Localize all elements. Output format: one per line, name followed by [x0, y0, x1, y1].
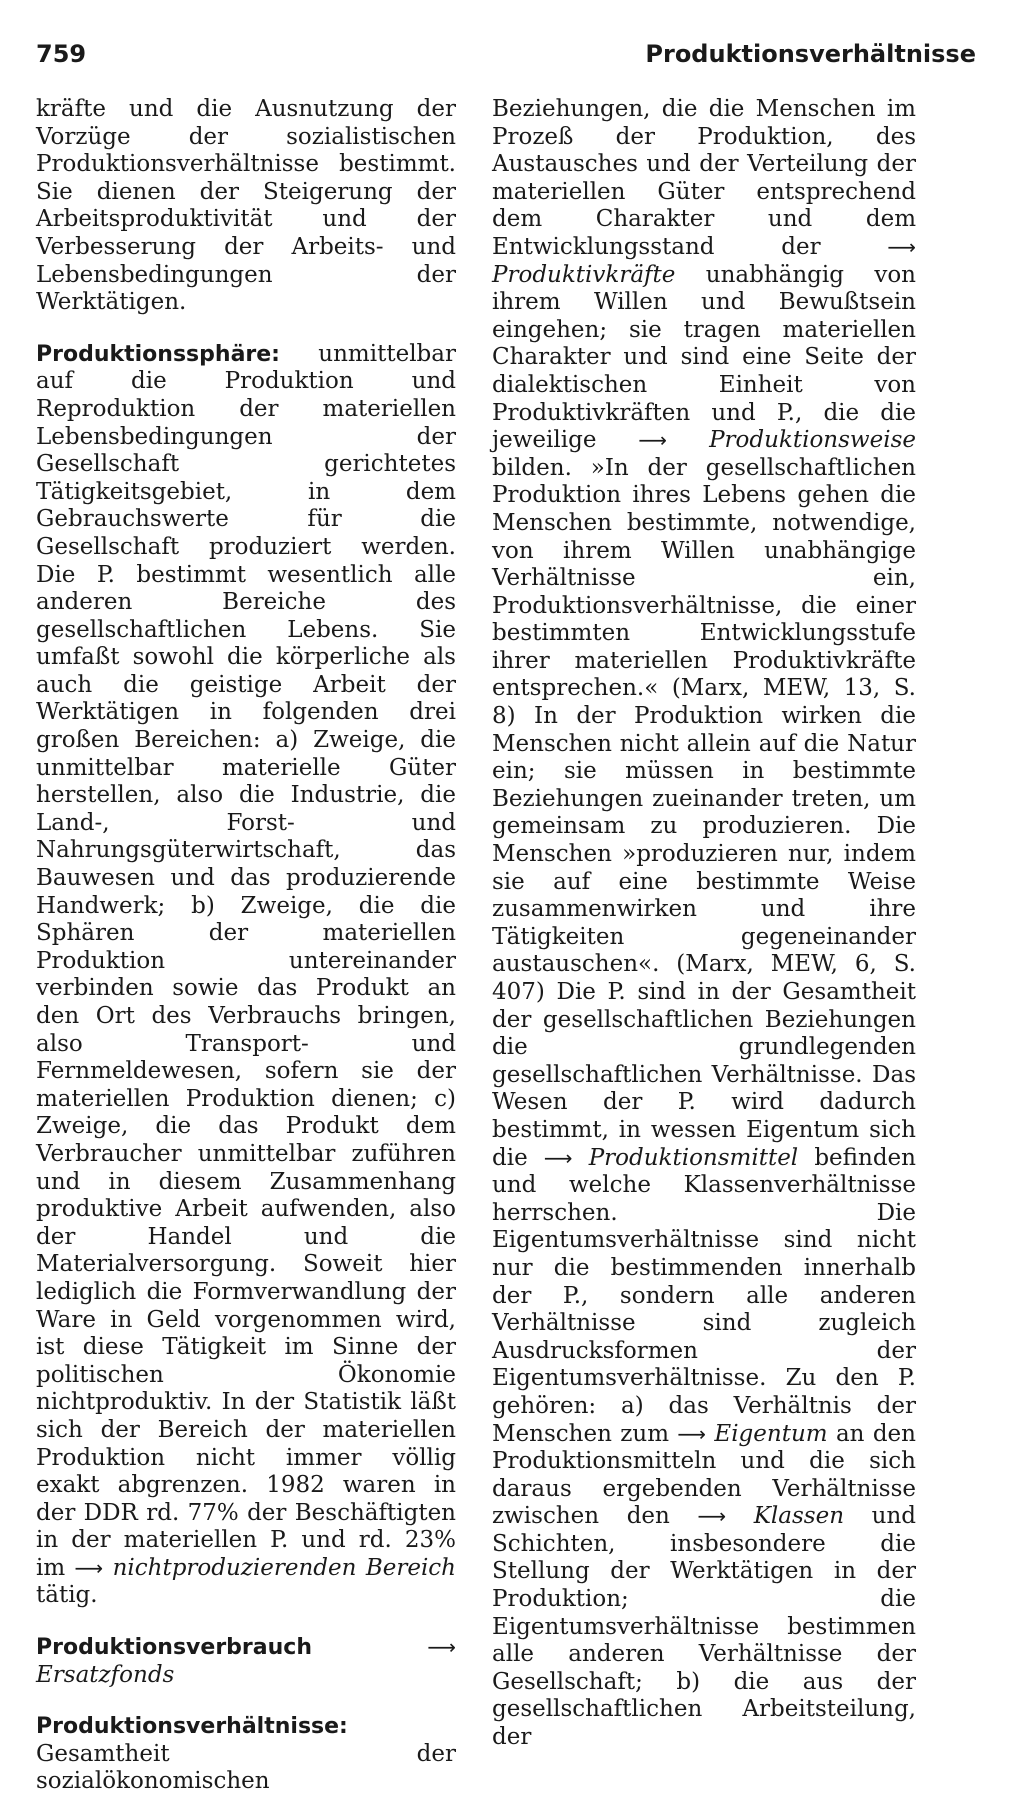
- arrow-icon: ⟶: [638, 428, 668, 453]
- headword: Produktionsverbrauch: [36, 1635, 312, 1661]
- entry-text: Gesamtheit der sozialökonomischen: [36, 1740, 456, 1795]
- arrow-icon: ⟶: [697, 1504, 727, 1529]
- cross-reference[interactable]: Produktionsweise: [667, 427, 916, 454]
- headword: Produktionsverhältnisse:: [36, 1714, 348, 1740]
- cross-reference[interactable]: nichtproduzierenden Bereich: [103, 1554, 456, 1581]
- arrow-icon: ⟶: [887, 234, 916, 259]
- right-column: [492, 96, 916, 1752]
- cross-reference[interactable]: Produktivkräfte: [492, 261, 676, 288]
- headword: Produktionssphäre:: [36, 341, 280, 367]
- arrow-icon: ⟶: [543, 1145, 573, 1170]
- entry-text: bilden. »In der gesellschaftlichen Produktion ihres Lebens gehen die Menschen bestimmte, notwendige, von ihrem Willen unabhängige Verhältnisse ein, Produktionsverhältnisse, die einer bestimmten Entwicklungsstufe ihrer materiellen Produktivkräfte entsprechen.« (Marx, MEW, 13, S. 8) In der Produktion wirken die Menschen nicht allein auf die Natur ein; sie müssen in bestimmte Beziehungen zueinander treten, um gemeinsam zu produzieren. Die Menschen »produzieren nur, indem sie auf eine bestimmte Weise zusammenwirken und ihre Tätigkeiten gegeneinander austauschen«. (Marx, MEW, 6, S. 407) Die P. sind in der Gesamtheit der gesellschaftlichen Beziehungen die grundlegenden gesellschaftlichen Verhältnisse. Das Wesen der P. wird dadurch bestimmt, in wessen Eigentum sich die: [492, 454, 916, 1171]
- entry-text: tätig.: [36, 1582, 98, 1609]
- entry-text: an den Produktionsmitteln und die sich daraus ergebenden Verhältnisse zwischen den: [492, 1420, 916, 1530]
- page-number: 759: [36, 40, 87, 68]
- entry-text: und Schichten, insbesondere die Stellung der Werktätigen in der Produktion; die Eigentumsverhältnisse bestimmen alle anderen Verhältnisse der Gesellschaft; b) die aus der gesellschaftlichen Arbeitsteilung, der: [492, 1503, 917, 1751]
- cross-reference[interactable]: Eigentum: [706, 1420, 828, 1447]
- running-head: Produktionsverhältnisse: [645, 40, 976, 68]
- continued-paragraph: kräfte und die Ausnutzung der Vorzüge der sozialistischen Produktionsverhältnisse bestimmt. Sie dienen der Steigerung der Arbeitsproduktivität und der Verbesserung der Arbeits- und Lebensbedingungen der Werktätigen.: [36, 96, 456, 316]
- arrow-icon: ⟶: [427, 1635, 456, 1660]
- cross-reference[interactable]: Ersatzfonds: [36, 1661, 175, 1688]
- entry-continuation: [492, 96, 916, 1752]
- entry-text: Beziehungen, die die Menschen im Prozeß der Produktion, des Austausches und der Verteilung der materiellen Güter entsprechend dem Charakter und dem Entwicklungsstand der: [492, 96, 916, 260]
- entry-produktionssphaere: [36, 341, 456, 1610]
- arrow-icon: ⟶: [677, 1421, 707, 1446]
- entry-produktionsverbrauch: [36, 1634, 456, 1689]
- entry-text: befinden und welche Klassenverhältnisse herrschen. Die Eigentumsverhältnisse sind nicht nur die bestimmenden innerhalb der P., sondern alle anderen Verhältnisse sind zugleich Ausdrucksformen der Eigentumsverhältnisse. Zu den P. gehören: a) das Verhältnis der Menschen zum: [492, 1144, 916, 1447]
- entry-produktionsverhaeltnisse: [36, 1713, 456, 1796]
- cross-reference[interactable]: Klassen: [726, 1503, 845, 1530]
- page-header: [36, 40, 976, 80]
- entry-text: unmittelbar auf die Produktion und Reproduktion der materiellen Lebensbedingungen der Gesellschaft gerichtetes Tätigkeitsgebiet, in dem Gebrauchswerte für die Gesellschaft produziert werden. Die P. bestimmt wesentlich alle anderen Bereiche des gesellschaftlichen Lebens. Sie umfaßt sowohl die körperliche als auch die geistige Arbeit der Werktätigen in folgenden drei großen Bereichen: a) Zweige, die unmittelbar materielle Güter herstellen, also die Industrie, die Land-, Forst- und Nahrungsgüterwirtschaft, das Bauwesen und das produzierende Handwerk; b) Zweige, die die Sphären der materiellen Produktion untereinander verbinden sowie das Produkt an den Ort des Verbrauchs bringen, also Transport- und Fernmeldewesen, sofern sie der materiellen Produktion dienen; c) Zweige, die das Produkt dem Verbraucher unmittelbar zuführen und in diesem Zusammenhang produktive Arbeit aufwenden, also der Handel und die Materialversorgung. Soweit hier lediglich die Formverwandlung der Ware in Geld vorgenommen wird, ist diese Tätigkeit im Sinne der politischen Ökonomie nichtproduktiv. In der Statistik läßt sich der Bereich der materiellen Produktion nicht immer völlig exakt abgrenzen. 1982 waren in der DDR rd. 77% der Beschäftigten in der materiellen P. und rd. 23% im: [36, 340, 456, 1581]
- arrow-icon: ⟶: [74, 1555, 104, 1580]
- left-column: [36, 96, 456, 1796]
- cross-reference[interactable]: Produktionsmittel: [572, 1144, 799, 1171]
- entry-text: unabhängig von ihrem Willen und Bewußtsein eingehen; sie tragen materiellen Charakter und sind eine Seite der dialektischen Einheit von Produktivkräften und P., die die jeweilige: [492, 261, 916, 454]
